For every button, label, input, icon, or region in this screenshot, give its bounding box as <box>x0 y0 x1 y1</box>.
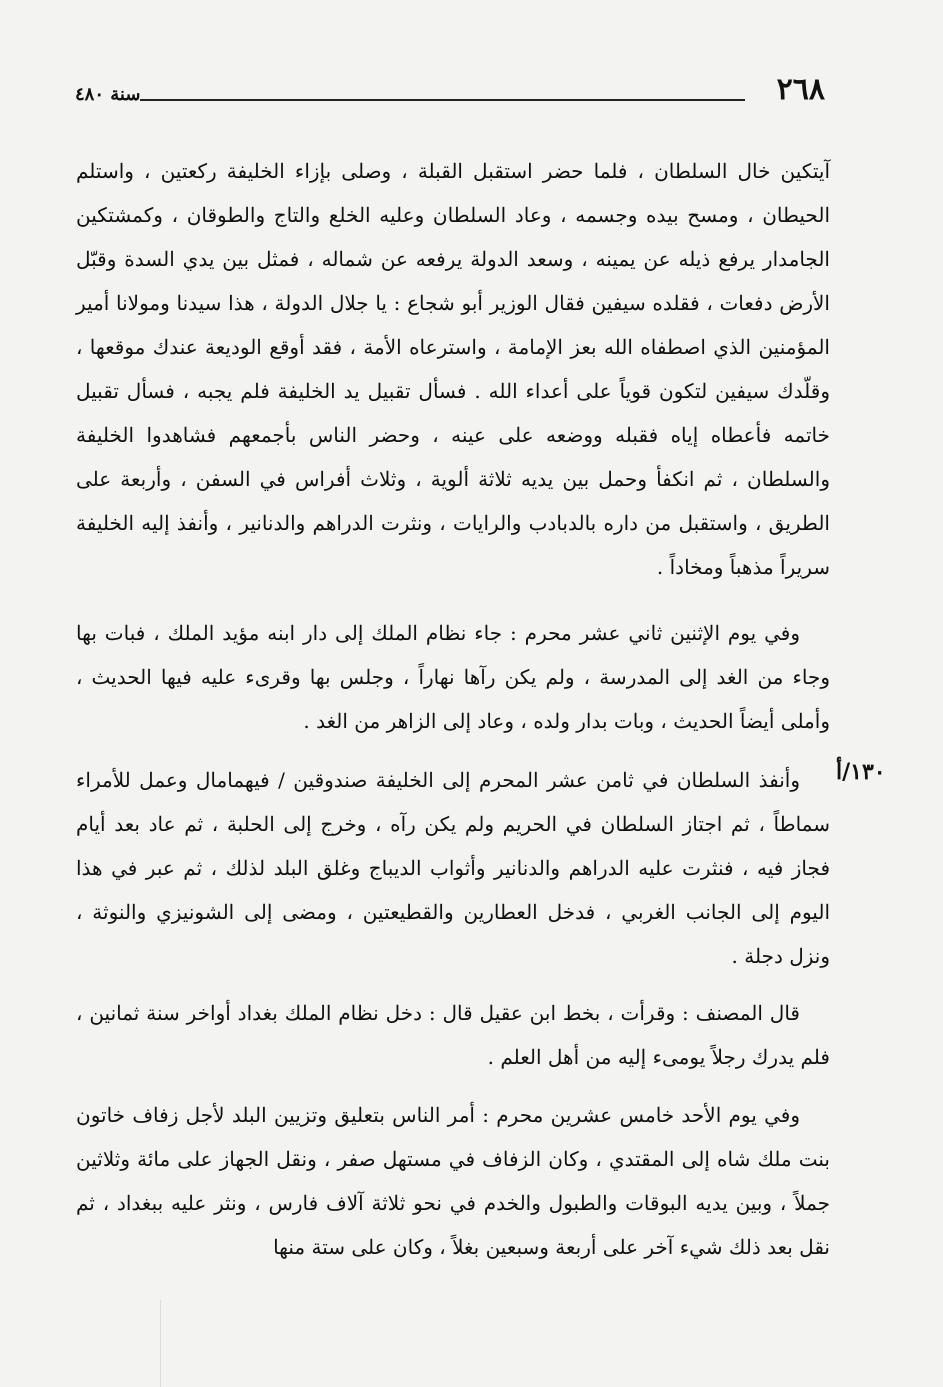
paragraph-1 <box>76 149 830 589</box>
paragraph-text: وأنفذ السلطان في ثامن عشر المحرم إلى الخليفة صندوقين / فيهمامال وعمل للأمراء سماطاً ، ثم اجتاز السلطان في الحريم ولم يكن رآه ، وخرج إلى الحلبة ، ثم عاد بعد أيام فجاز فيه ، فنثرت عليه الدراهم والدنانير وأثواب الديباج وغلق البلد لذلك ، ثم عبر في هذا اليوم إلى الجانب الغربي ، فدخل العطارين والقطيعتين ، ومضى إلى الشونيزي والنوثة ، ونزل دجلة . <box>76 768 830 968</box>
paragraph-2 <box>76 611 830 743</box>
paragraph-4 <box>76 991 830 1079</box>
paragraph-text: قال المصنف : وقرأت ، بخط ابن عقيل قال : دخل نظام الملك بغداد أواخر سنة ثمانين ، فلم يدرك رجلاً يومىء إليه من أهل العلم . <box>76 1001 830 1069</box>
paragraph-5 <box>76 1093 830 1269</box>
manuscript-folio-reference: ١٣٠/أ <box>836 759 886 785</box>
page-number: ٢٦٨ <box>776 72 825 107</box>
paragraph-text: وفي يوم الإثنين ثاني عشر محرم : جاء نظام الملك إلى دار ابنه مؤيد الملك ، فبات بها وجاء من الغد إلى المدرسة ، ولم يكن رآها نهاراً ، وجلس بها وقرىء عليه فيها الحديث ، وأملى أيضاً الحديث ، وبات بدار ولده ، وعاد إلى الزاهر من الغد . <box>76 621 830 733</box>
page-header <box>75 72 825 112</box>
paragraph-3 <box>76 758 830 978</box>
scan-artifact-line <box>160 1300 161 1387</box>
header-rule <box>140 99 745 101</box>
paragraph-text: آيتكين خال السلطان ، فلما حضر استقبل القبلة ، وصلى بإزاء الخليفة ركعتين ، واستلم الحيطان ، ومسح بيده وجسمه ، وعاد السلطان وعليه الخلع والتاج والطوقان ، وكمشتكين الجامدار يرفع ذيله عن يمينه ، وسعد الدولة يرفعه عن شماله ، فمثل بين يدي السدة وقبّل الأرض دفعات ، فقلده سيفين فقال الوزير أبو شجاع : يا جلال الدولة ، هذا سيدنا ومولانا أمير المؤمنين الذي اصطفاه الله بعز الإمامة ، واسترعاه الأمة ، فقد أوقع الوديعة عندك موقعها ، وقلّدك سيفين لتكون قوياً على أعداء الله . فسأل تقبيل يد الخليفة فلم يجبه ، فسأل تقبيل خاتمه فأعطاه إياه فقبله ووضعه على عينه ، وحضر الناس بأجمعهم فشاهدوا الخليفة والسلطان ، ثم انكفأ وحمل بين يديه ثلاثة ألوية ، وثلاث أفراس في السفن ، وأربعة على الطريق ، واستقبل من داره بالدبادب والرايات ، ونثرت الدراهم والدنانير ، وأنفذ إليه الخليفة سريراً مذهباً ومخاداً . <box>76 159 830 579</box>
paragraph-text: وفي يوم الأحد خامس عشرين محرم : أمر الناس بتعليق وتزيين البلد لأجل زفاف خاتون بنت ملك شاه إلى المقتدي ، وكان الزفاف في مستهل صفر ، ونقل الجهاز على مائة وثلاثين جملاً ، وبين يديه البوقات والطبول والخدم في نحو ثلاثة آلاف فارس ، ونثر عليه ببغداد ، ثم نقل بعد ذلك شيء آخر على أربعة وسبعين بغلاً ، وكان على ستة منها <box>76 1103 830 1259</box>
running-head: سنة ٤٨٠ <box>75 84 141 105</box>
